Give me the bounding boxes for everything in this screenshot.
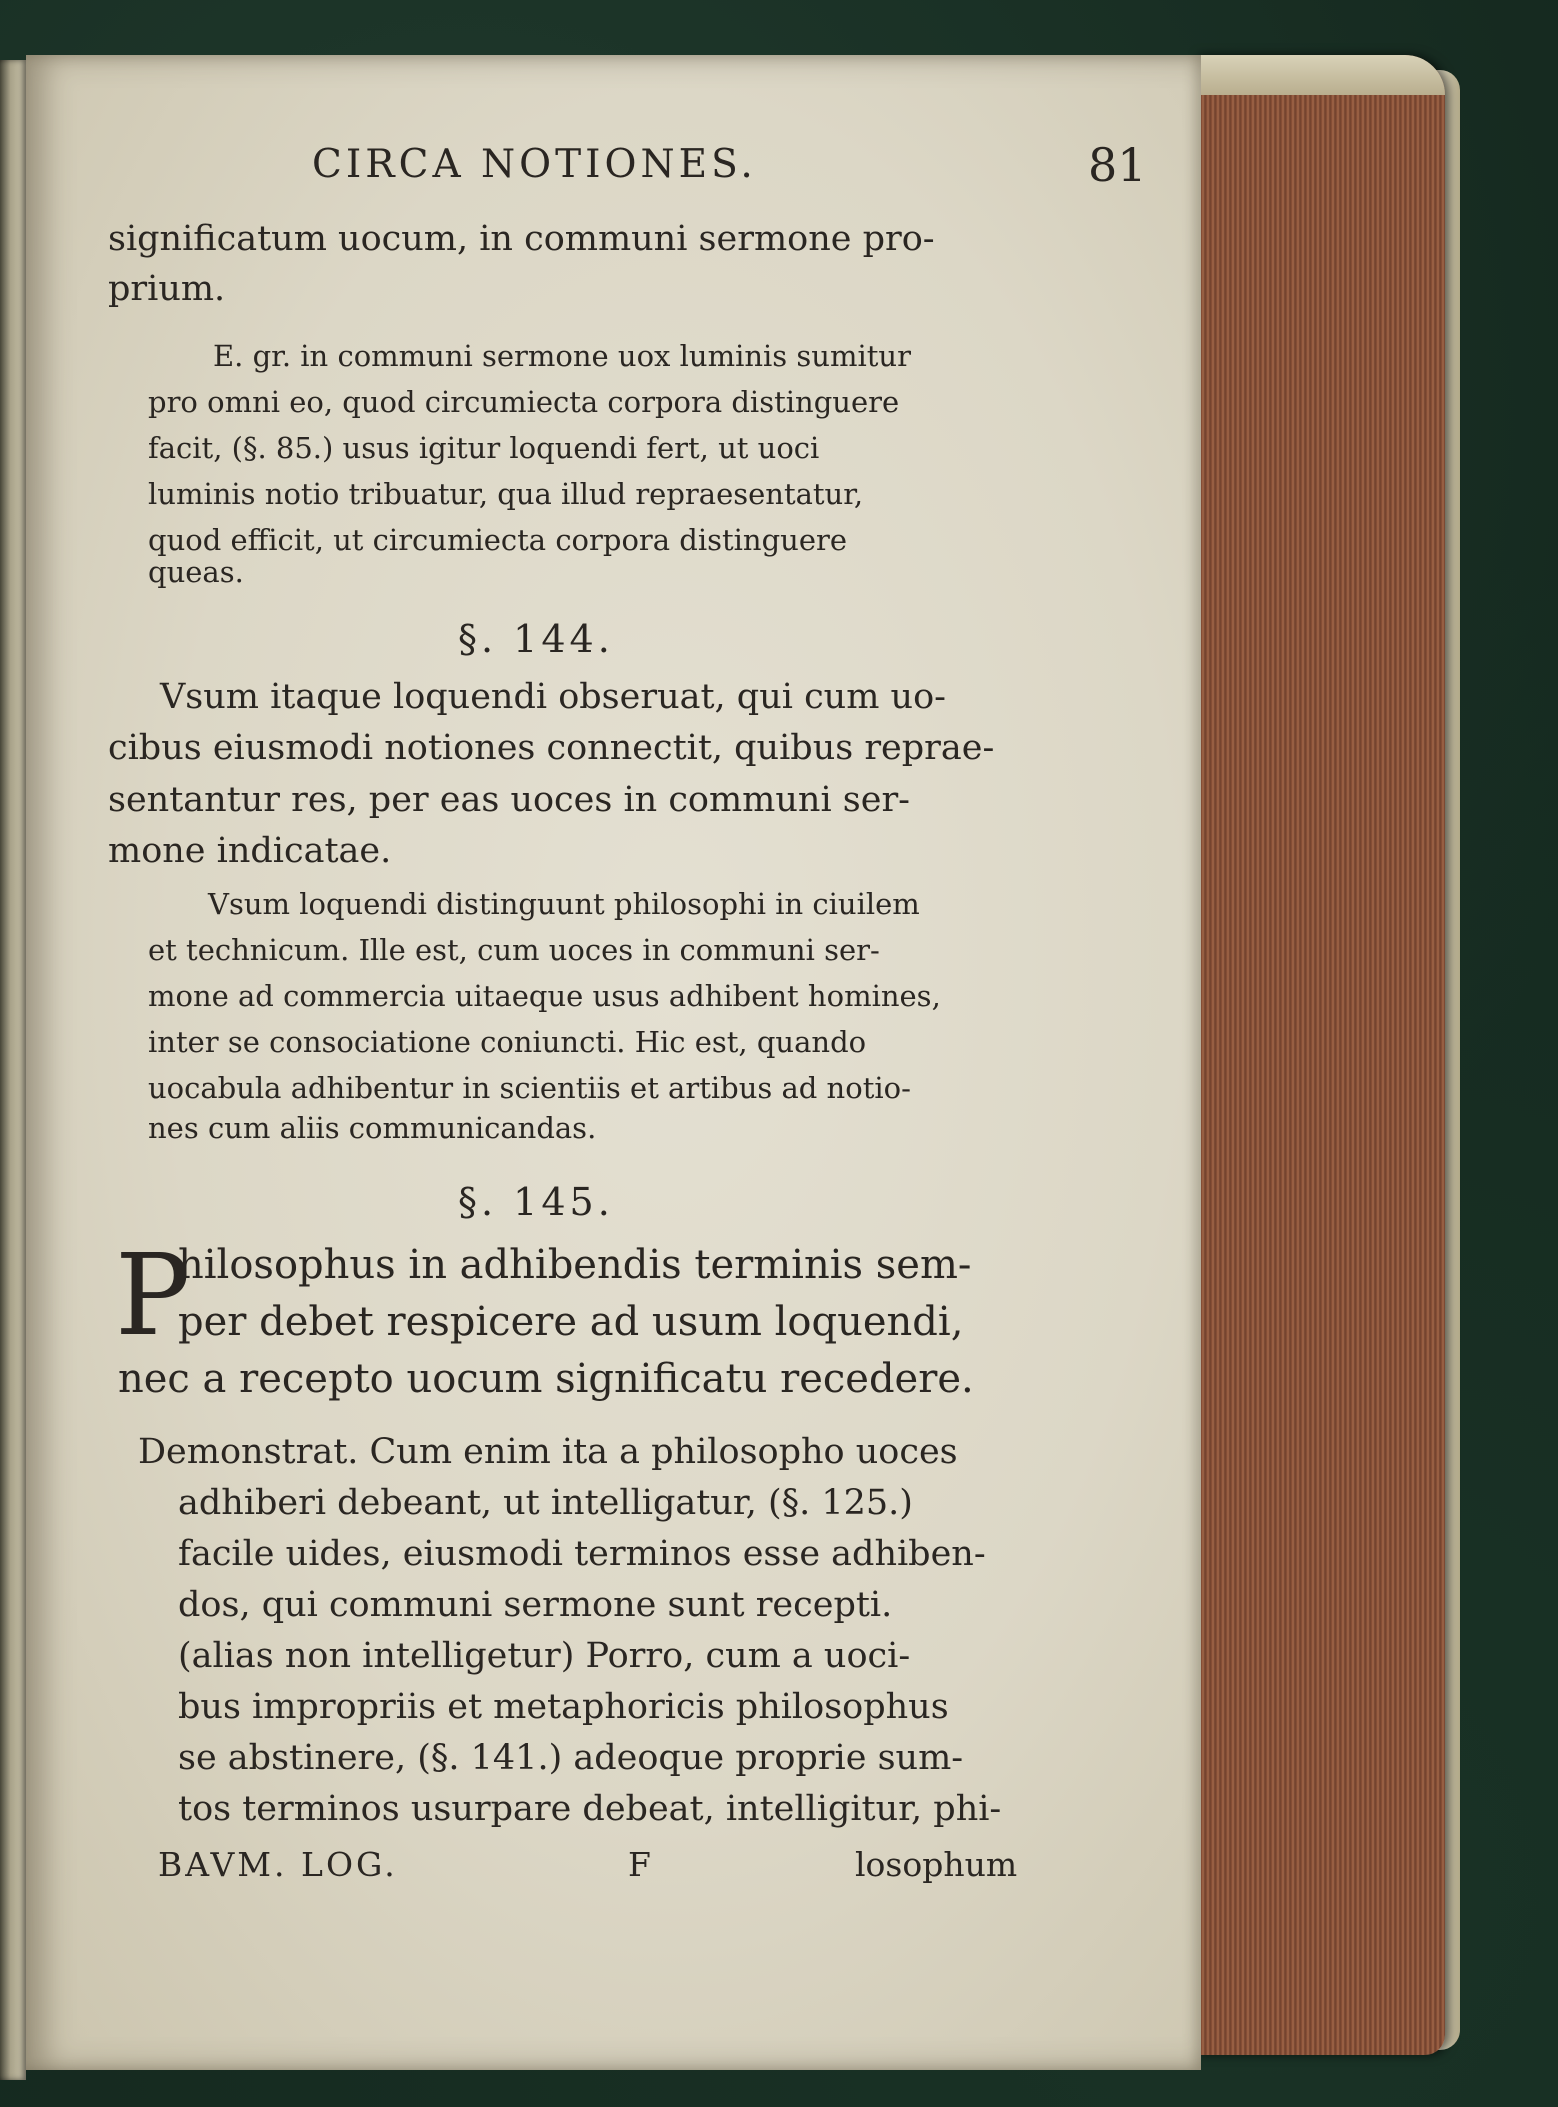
page-number: 81 (1088, 138, 1147, 192)
section-line: per debet respicere ad usum loquendi, (178, 1299, 964, 1345)
note-line: mone ad commercia uitaeque usus adhibent homines, (148, 979, 941, 1013)
demonstration-line: dos, qui communi sermone sunt recepti. (178, 1585, 893, 1625)
note-line: luminis notio tribuatur, qua illud repraesentatur, (148, 477, 864, 511)
section-line: mone indicatae. (108, 831, 392, 871)
section-heading: §. 144. (458, 617, 614, 661)
demonstration-line: (alias non intelligetur) Porro, cum a uoci- (178, 1636, 911, 1676)
section-line: cibus eiusmodi notiones connectit, quibus reprae- (108, 728, 995, 768)
catchword: losophum (855, 1845, 1018, 1884)
body-line: prium. (108, 269, 226, 309)
note-line: queas. (148, 555, 244, 589)
section-line: nec a recepto uocum significatu recedere. (118, 1356, 974, 1402)
running-head: CIRCA NOTIONES. (312, 142, 757, 187)
demonstration-line: Demonstrat. Cum enim ita a philosopho uoces (138, 1432, 958, 1472)
signature-mark: BAVM. LOG. (158, 1845, 398, 1884)
drop-capital: P (115, 1231, 191, 1361)
note-line: inter se consociatione coniuncti. Hic est, quando (148, 1025, 867, 1059)
note-line: pro omni eo, quod circumiecta corpora distinguere (148, 385, 900, 419)
note-line: nes cum aliis communicandas. (148, 1111, 597, 1145)
section-line: sentantur res, per eas uoces in communi ser- (108, 780, 911, 820)
page-stack-top (1195, 55, 1445, 95)
demonstration-line: facile uides, eiusmodi terminos esse adhiben- (178, 1534, 986, 1574)
body-line: significatum uocum, in communi sermone pro- (108, 219, 935, 259)
note-line: E. gr. in communi sermone uox luminis sumitur (213, 339, 911, 373)
demonstration-line: adhiberi debeant, ut intelligatur, (§. 125.) (178, 1483, 913, 1523)
demonstration-line: bus impropriis et metaphoricis philosophus (178, 1687, 949, 1727)
demonstration-line: tos terminos usurpare debeat, intelligitur, phi- (178, 1789, 1002, 1829)
demonstration-line: se abstinere, (§. 141.) adeoque proprie sum- (178, 1738, 964, 1778)
section-line: hilosophus in adhibendis terminis sem- (178, 1242, 972, 1288)
note-line: facit, (§. 85.) usus igitur loquendi fert, ut uoci (148, 431, 820, 465)
note-line: et technicum. Ille est, cum uoces in communi ser- (148, 933, 880, 967)
section-line: Vsum itaque loquendi obseruat, qui cum uo- (160, 677, 946, 717)
gathering-letter: F (628, 1845, 651, 1884)
note-line: Vsum loquendi distinguunt philosophi in ciuilem (208, 887, 920, 921)
note-line: quod efficit, ut circumiecta corpora distinguere (148, 523, 848, 557)
section-heading: §. 145. (458, 1180, 614, 1224)
facing-page-edge (0, 60, 26, 2080)
page-stack-edges (1195, 55, 1445, 2055)
note-line: uocabula adhibentur in scientiis et artibus ad notio- (148, 1071, 911, 1105)
